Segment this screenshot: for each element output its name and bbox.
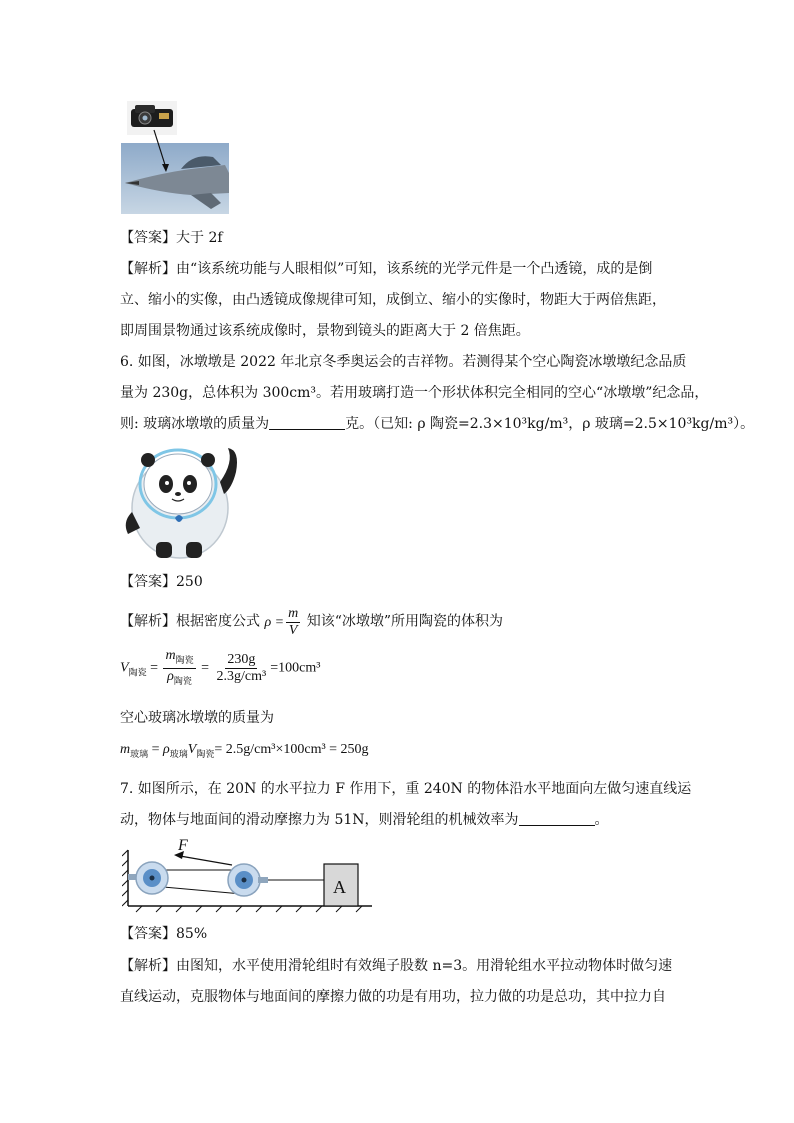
- q6-answer: [120, 572, 203, 592]
- density-formula: ρ = $\frac{m}{V}$: [264, 606, 299, 638]
- answer-blank: [269, 415, 345, 430]
- bing-dwen-dwen-image: [120, 442, 244, 562]
- answer-tag: 【答案】: [120, 574, 176, 590]
- analysis-tag: 【解析】: [120, 958, 176, 974]
- answer-tag: 【答案】: [120, 230, 176, 246]
- q5-analysis-line-2: 立、缩小的实像，由凸透镜成像规律可知，成倒立、缩小的实像时，物距大于两倍焦距，: [120, 292, 666, 308]
- mass-formula: $m_{玻璃} = \rho_{玻璃}V_{陶瓷}= 2.5g/cm^3\times 100cm^3 = 250g$: [120, 742, 369, 759]
- block-label: A: [333, 877, 346, 897]
- q6-analysis-line-2: 空心玻璃冰墩墩的质量为: [120, 710, 274, 726]
- q7-answer: [120, 924, 207, 944]
- answer-text: 85%: [176, 926, 208, 942]
- analysis-tag: 【解析】: [120, 261, 176, 277]
- answer-text: 大于 2f: [176, 230, 223, 246]
- q7-analysis-line-1: 【解析】由图知，水平使用滑轮组时有效绳子股数 n=3。用滑轮组水平拉动物体时做匀速: [120, 958, 673, 974]
- q6-stem-line-1: 6. 如图，冰墩墩是 2022 年北京冬季奥运会的吉祥物。若测得某个空心陶瓷冰墩墩纪念品质: [120, 354, 687, 370]
- analysis-tag: 【解析】: [120, 613, 176, 630]
- q7-stem-line-1: 7. 如图所示，在 20N 的水平拉力 F 作用下，重 240N 的物体沿水平地面向左做匀速直线运: [120, 781, 692, 797]
- answer-text: 250: [176, 574, 203, 590]
- q6-stem-line-3: 则: 玻璃冰墩墩的质量为 克。（已知: ρ 陶瓷=2.3×10³kg/m³，ρ 玻璃=2.5×10³kg/m³）。: [120, 416, 755, 432]
- q7-stem-line-2: 动，物体与地面间的滑动摩擦力为 51N，则滑轮组的机械效率为 。: [120, 812, 609, 828]
- q5-analysis-line-3: 即周围景物通过该系统成像时，景物到镜头的距离大于 2 倍焦距。: [120, 323, 530, 339]
- q6-stem-line-2: 量为 230g，总体积为 300cm³。若用玻璃打造一个形状体积完全相同的空心“冰墩墩”纪念品，: [120, 385, 709, 401]
- pulley-system-figure: [122, 836, 374, 914]
- q6-analysis-line-1: 【解析】根据密度公式 ρ = $\frac{m}{V}$ 知该“冰墩墩”所用陶瓷的体积为: [120, 606, 504, 638]
- q5-answer: [120, 228, 223, 248]
- q7-analysis-line-2: 直线运动，克服物体与地面间的摩擦力做的功是有用功，拉力做的功是总功，其中拉力自: [120, 989, 666, 1005]
- q5-analysis-line-1: 【解析】由“该系统功能与人眼相似”可知，该系统的光学元件是一个凸透镜，成的是倒: [120, 261, 653, 277]
- volume-formula: $V_{陶瓷}$ = $\frac{m_{陶瓷}}{\rho_{陶瓷}}$ = $\frac{230g}{\text{2.3g/cm³}}$ =100cm³: [120, 648, 321, 686]
- force-label: F: [178, 837, 188, 854]
- answer-tag: 【答案】: [120, 926, 176, 942]
- pointer-arrow: [148, 128, 178, 178]
- answer-blank: [519, 811, 595, 826]
